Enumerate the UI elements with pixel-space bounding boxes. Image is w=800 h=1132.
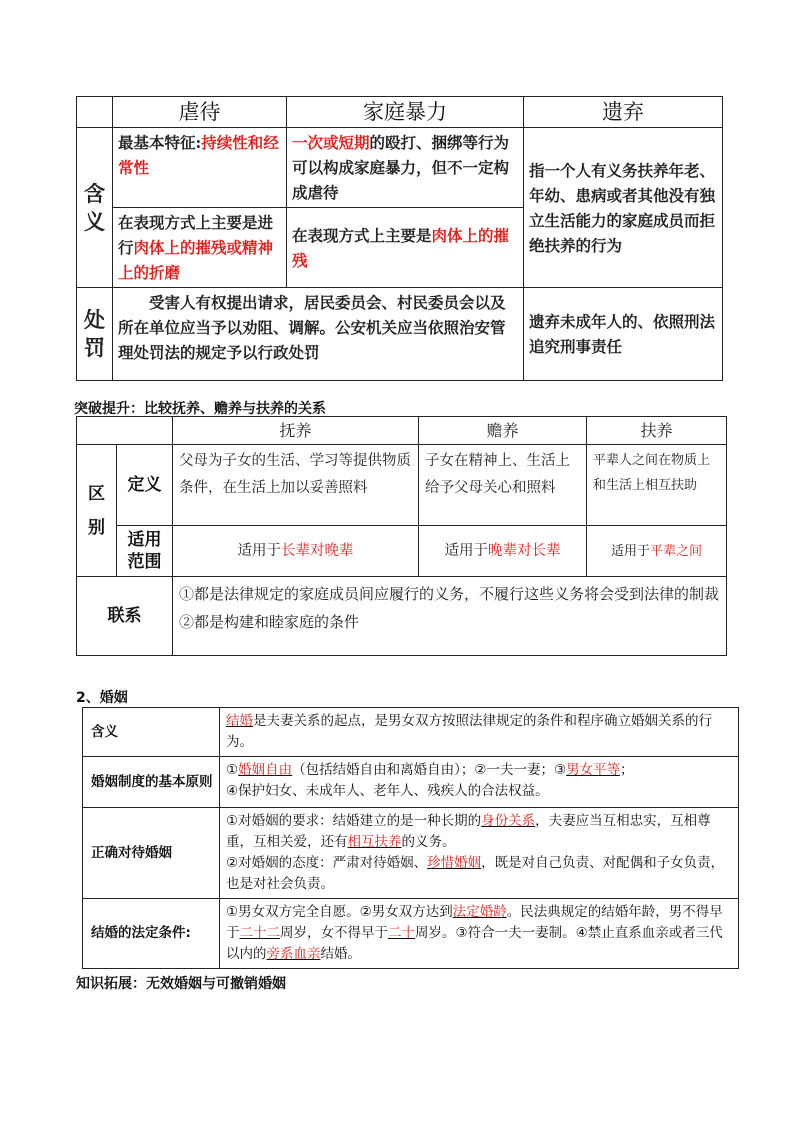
row-label-scope: 适用范围 (117, 526, 173, 577)
corner-cell-2 (77, 417, 173, 445)
row-label-definition: 定义 (117, 445, 173, 526)
principles-label: 婚姻制度的基本原则 (83, 757, 220, 808)
marriage-meaning-label: 含义 (83, 708, 220, 757)
marriage-red: 结婚 (226, 713, 253, 729)
abuse-feature-prefix: 最基本特征: (118, 133, 202, 152)
row-label-punish: 处罚 (77, 288, 113, 381)
principle-4: ④保护妇女、未成年人、老年人、残疾人的合法权益。 (226, 783, 549, 799)
age-female-red: 二十 (388, 925, 415, 941)
collateral-red: 旁系血亲 (266, 946, 321, 962)
principles-cell: ①婚姻自由（包括结婚自由和离婚自由）；②一夫一妻；③男女平等； ④保护妇女、未成年人、老年人、残疾人的合法权益。 (220, 757, 739, 808)
dv-manner-red: 肉体上的摧残 (292, 225, 510, 270)
dv-manner-prefix: 在表现方式上主要是 (292, 225, 432, 245)
legal-age-red: 法定婚龄 (452, 904, 507, 920)
cherish-red: 珍惜婚姻 (427, 855, 482, 871)
row-label-meaning: 含义 (77, 128, 113, 288)
abuse-feature-cell (113, 128, 287, 208)
correct-attitude-cell: ①对婚姻的要求：结婚建立的是一种长期的身份关系，夫妻应当互相忠实，互相尊重，互相关爱，还有相互扶养的义务。 ②对婚姻的态度：严肃对待婚姻、珍惜婚姻，既是对自己负责、对配偶和子女负责，也是对社会负责。 (220, 808, 739, 899)
link-1: ①都是法律规定的家庭成员间应履行的义务，不履行这些义务将会受到法律的制裁 (179, 585, 720, 603)
marriage-table (82, 707, 739, 969)
scope-fuyang: 适用于长辈对晚辈 (173, 526, 419, 577)
age-male-red: 二十二 (239, 925, 280, 941)
heading-invalid-marriage: 知识拓展：无效婚姻与可撤销婚姻 (76, 976, 286, 992)
header-abuse: 虐待 (113, 97, 287, 128)
abuse-manner-cell (113, 208, 287, 288)
scope-fuyang-red: 长辈对晚辈 (281, 542, 354, 559)
scope-shanyang: 适用于晚辈对长辈 (419, 526, 587, 577)
mutual-support-red: 相互扶养 (347, 834, 402, 850)
def-fuyang-peer: 平辈人之间在物质上和生活上相互扶助 (587, 445, 727, 526)
correct-attitude-label: 正确对待婚姻 (83, 808, 220, 899)
legal-conditions-label: 结婚的法定条件: (83, 899, 220, 969)
abuse-violence-abandon-table (76, 96, 723, 381)
dv-manner-cell (287, 208, 524, 288)
dv-meaning-cell (287, 128, 524, 208)
def-shanyang: 子女在精神上、生活上给予父母关心和照料 (419, 445, 587, 526)
marriage-meaning-text: 是夫妻关系的起点，是男女双方按照法律规定的条件和程序确立婚姻关系的行为。 (226, 713, 712, 750)
scope-peer-red: 平辈之间 (650, 543, 703, 559)
header-fuyang-peer: 扶养 (587, 417, 727, 445)
punish-shared-cell: 受害人有权提出请求，居民委员会、村民委员会以及所在单位应当予以劝阻、调解。公安机关应当依照治安管理处罚法的规定予以行政处罚 (113, 288, 524, 381)
dv-rest: 的殴打、捆绑等行为可以构成家庭暴力，但不一定构成虐待 (292, 133, 510, 202)
abandon-meaning-cell: 指一个人有义务扶养年老、年幼、患病或者其他没有独立生活能力的家庭成员而拒绝扶养的行为 (524, 128, 723, 288)
row-label-difference: 区别 (77, 445, 117, 577)
scope-shanyang-red: 晚辈对长辈 (488, 542, 561, 559)
link-2: ②都是构建和睦家庭的条件 (179, 613, 360, 631)
punish-abandon-cell: 遗弃未成年人的、依照刑法追究刑事责任 (524, 288, 723, 381)
marriage-meaning-cell (220, 708, 739, 757)
dv-red: 一次或短期 (292, 133, 370, 152)
scope-fuyang-peer: 适用于平辈之间 (587, 526, 727, 577)
support-comparison-table (76, 416, 727, 656)
header-abandon: 遗弃 (524, 97, 723, 128)
row-label-link: 联系 (77, 577, 173, 656)
def-fuyang: 父母为子女的生活、学习等提供物质条件，在生活上加以妥善照料 (173, 445, 419, 526)
corner-cell (77, 97, 113, 128)
link-cell (173, 577, 727, 656)
legal-conditions-cell: ①男女双方完全自愿。②男女双方达到法定婚龄。民法典规定的结婚年龄，男不得早于二十二周岁，女不得早于二十周岁。③符合一夫一妻制。④禁止直系血亲或者三代以内的旁系血亲结婚。 (220, 899, 739, 969)
abuse-manner-prefix: 在表现方式上主要是进行 (118, 213, 274, 257)
header-domestic-violence: 家庭暴力 (287, 97, 524, 128)
abuse-feature-red: 持续性和经常性 (118, 133, 279, 177)
identity-red: 身份关系 (481, 813, 536, 829)
heading-marriage: 2、婚姻 (76, 690, 128, 706)
abuse-manner-red: 肉体上的摧残或精神上的折磨 (118, 238, 274, 282)
header-fuyang: 抚养 (173, 417, 419, 445)
equality-red: 男女平等 (566, 762, 621, 778)
heading-comparison: 突破提升：比较抚养、赡养与扶养的关系 (74, 401, 326, 417)
header-shanyang: 赡养 (419, 417, 587, 445)
freedom-red: 婚姻自由 (238, 762, 293, 778)
